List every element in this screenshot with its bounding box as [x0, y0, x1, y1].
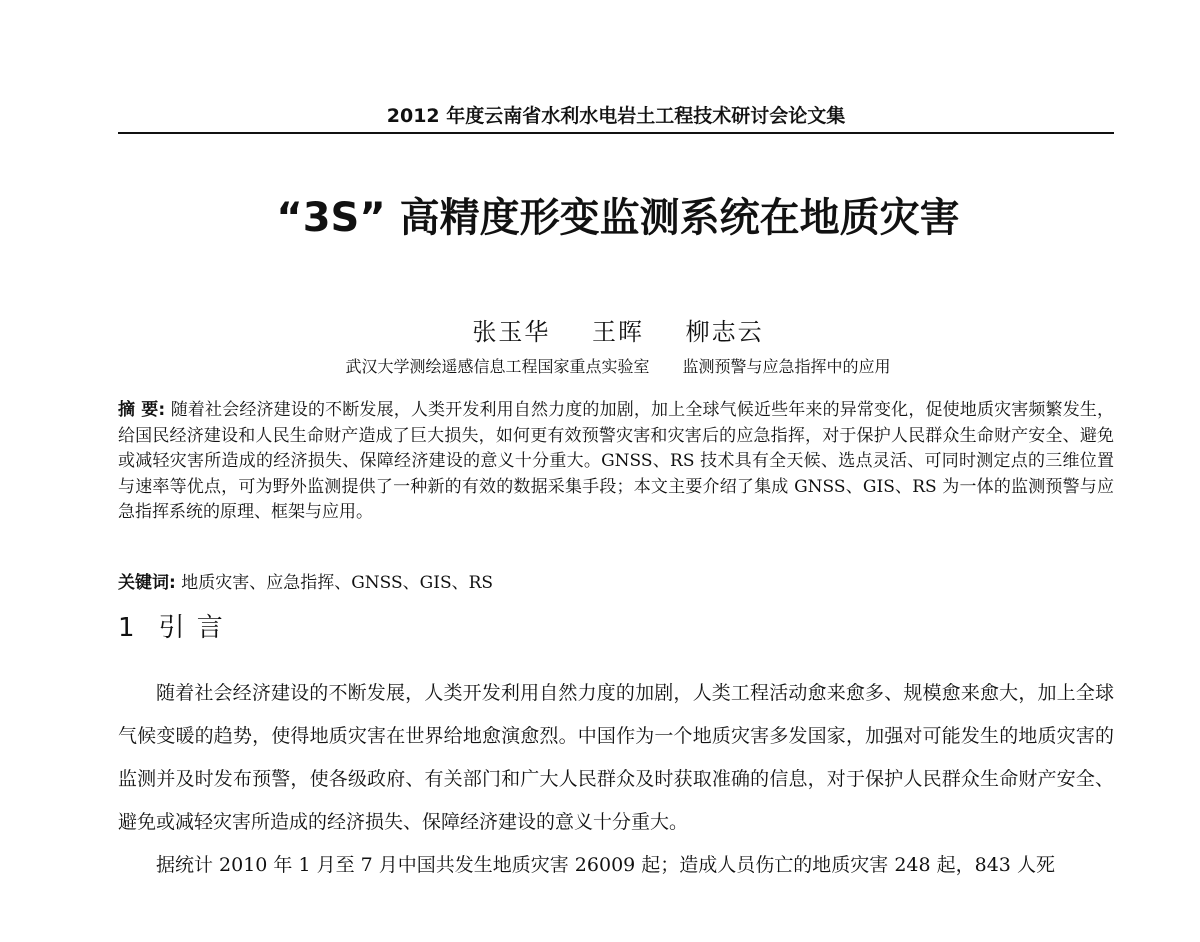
author-name: 柳志云	[685, 318, 764, 346]
author-name: 张玉华	[472, 318, 551, 346]
body-paragraph: 随着社会经济建设的不断发展，人类开发利用自然力度的加剧，人类工程活动愈来愈多、规模愈来愈大，加上全球气候变暖的趋势，使得地质灾害在世界给地愈演愈烈。中国作为一个地质灾害多发国家，加强对可能发生的地质灾害的监测并及时发布预警，使各级政府、有关部门和广大人民群众及时获取准确的信息，对于保护人民群众生命财产安全、避免或减轻灾害所造成的经济损失、保障经济建设的意义十分重大。	[118, 682, 1114, 833]
abstract	[118, 398, 1114, 526]
body-paragraph: 据统计 2010 年 1 月至 7 月中国共发生地质灾害 26009 起；造成人员伤亡的地质灾害 248 起，843 人死	[156, 854, 1055, 876]
section-number: 1	[118, 613, 137, 643]
keywords	[118, 570, 1114, 596]
author-list	[118, 314, 1118, 350]
abstract-text: 随着社会经济建设的不断发展，人类开发利用自然力度的加剧，加上全球气候近些年来的异常变化，促使地质灾害频繁发生，给国民经济建设和人民生命财产造成了巨大损失，如何更有效预警灾害和灾害后的应急指挥，对于保护人民群众生命财产安全、避免或减轻灾害所造成的经济损失、保障经济建设的意义十分重大。GNSS、RS 技术具有全天候、选点灵活、可同时测定点的三维位置与速率等优点，可为野外监测提供了一种新的有效的数据采集手段；本文主要介绍了集成 GNSS、GIS、RS 为一体的监测预警与应急指挥系统的原理、框架与应用。	[118, 400, 1115, 522]
title-continuation: 监测预警与应急指挥中的应用	[682, 357, 891, 376]
author-name: 王晖	[592, 318, 644, 346]
keywords-text: 地质灾害、应急指挥、GNSS、GIS、RS	[181, 573, 494, 593]
abstract-label: 摘 要:	[118, 400, 166, 420]
paper-title: “3S” 高精度形变监测系统在地质灾害	[276, 195, 960, 241]
affiliation-line	[118, 354, 1118, 380]
keywords-label: 关键词:	[118, 573, 176, 593]
running-header: 2012 年度云南省水利水电岩土工程技术研讨会论文集	[118, 100, 1114, 134]
body-text	[118, 672, 1114, 887]
affiliation-institution: 武汉大学测绘遥感信息工程国家重点实验室	[345, 357, 650, 376]
section-heading	[118, 608, 225, 648]
section-title: 引 言	[158, 613, 225, 643]
